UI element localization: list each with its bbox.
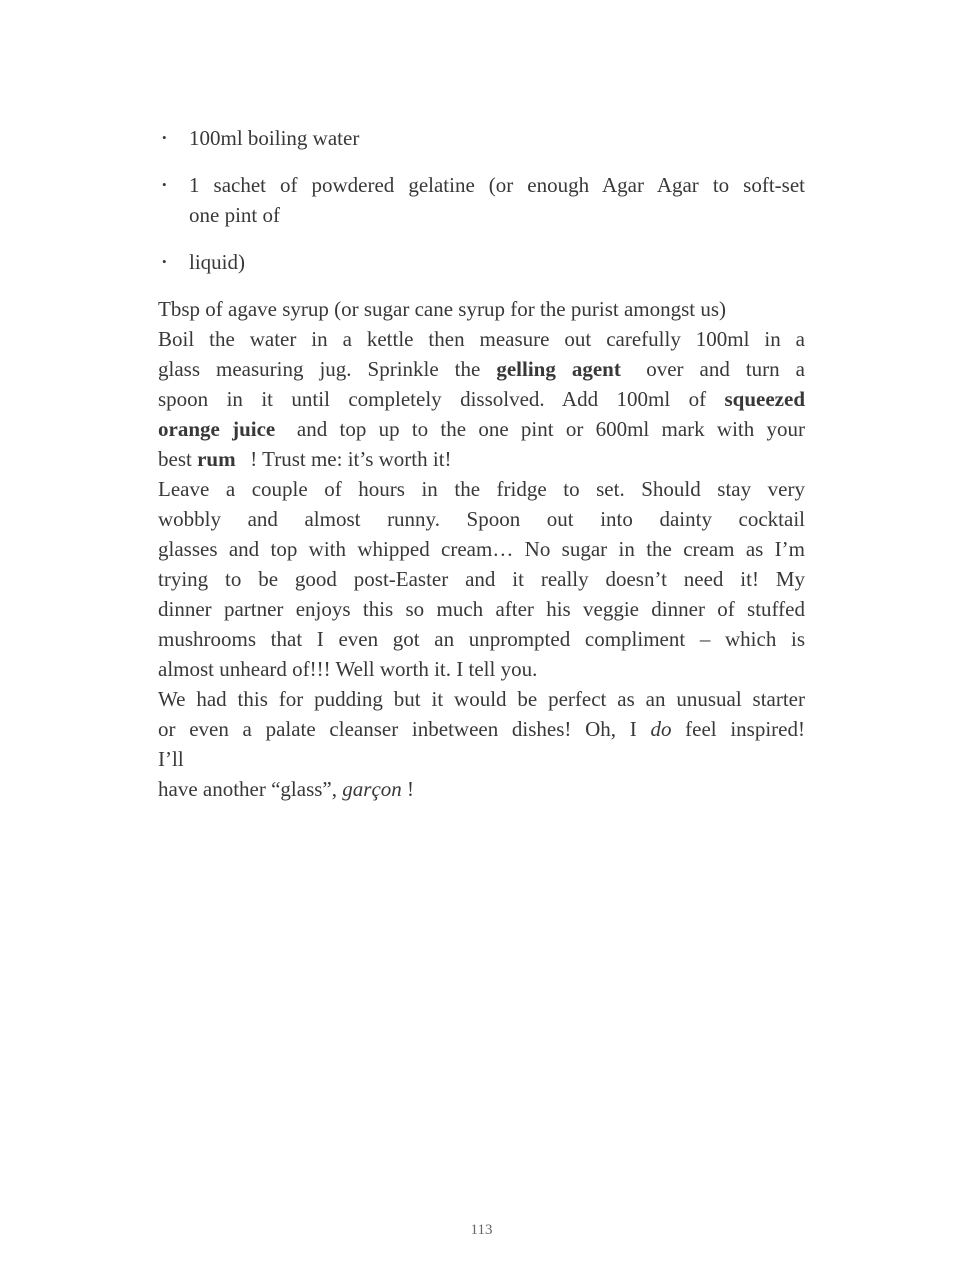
body-line: [158, 714, 805, 744]
bullet-icon: •: [162, 254, 167, 269]
bullet-icon: •: [162, 130, 167, 145]
text-segment: and top up to the one pint or 600ml mark with your: [284, 417, 805, 441]
bullet-icon: •: [162, 177, 167, 192]
body-line: [158, 444, 805, 474]
text-segment: spoon in it until completely dissolved. Add 100ml of: [158, 387, 725, 411]
text-segment: ! Trust me: it’s worth it!: [245, 447, 452, 471]
text-segment: feel inspired!: [671, 717, 805, 741]
bold-text: gelling agent: [496, 357, 621, 381]
body-line: Boil the water in a kettle then measure out carefully 100ml in a: [158, 327, 805, 351]
list-item: [158, 170, 805, 230]
italic-text: do: [650, 717, 672, 741]
bullet-line: liquid): [189, 250, 245, 274]
recipe-paragraphs: [158, 294, 805, 804]
body-line: glasses and top with whipped cream… No sugar in the cream as I’m: [158, 537, 805, 561]
body-line: [158, 414, 805, 444]
text-segment: or even a palate cleanser inbetween dishes! Oh, I: [158, 717, 651, 741]
page-number: 113: [470, 1222, 493, 1238]
body-line: wobbly and almost runny. Spoon out into dainty cocktail: [158, 507, 805, 531]
italic-text: garçon: [342, 777, 402, 801]
list-item-text: [189, 170, 805, 230]
body-line: [158, 774, 805, 804]
bold-text: orange juice: [158, 417, 276, 441]
bullet-line: 1 sachet of powdered gelatine (or enough Agar Agar to soft-set: [189, 173, 805, 197]
bold-text: rum: [197, 447, 236, 471]
text-segment: over and turn a: [630, 357, 805, 381]
bullet-line: 100ml boiling water: [189, 126, 360, 150]
text-segment: glass measuring jug. Sprinkle the: [158, 357, 497, 381]
body-line: dinner partner enjoys this so much after his veggie dinner of stuffed: [158, 597, 805, 621]
body-line: almost unheard of!!! Well worth it. I tell you.: [158, 657, 538, 681]
ingredient-list: [158, 123, 805, 277]
body-line: We had this for pudding but it would be perfect as an unusual starter: [158, 687, 805, 711]
body-line: Leave a couple of hours in the fridge to set. Should stay very: [158, 477, 805, 501]
body-line: trying to be good post-Easter and it really doesn’t need it! My: [158, 567, 805, 591]
body-line: [158, 354, 805, 384]
page-content: [158, 123, 805, 804]
bullet-line: one pint of: [189, 203, 280, 227]
text-segment: have another “glass”,: [158, 777, 343, 801]
text-segment: best: [158, 447, 198, 471]
body-line: I’ll: [158, 747, 184, 771]
list-item-text: [189, 247, 805, 277]
bold-text: squeezed: [724, 387, 805, 411]
list-item: [158, 247, 805, 277]
list-item: [158, 123, 805, 153]
body-line: mushrooms that I even got an unprompted compliment – which is: [158, 627, 805, 651]
body-line: Tbsp of agave syrup (or sugar cane syrup for the purist amongst us): [158, 297, 727, 321]
list-item-text: [189, 123, 805, 153]
text-segment: !: [401, 777, 415, 801]
body-line: [158, 384, 805, 414]
